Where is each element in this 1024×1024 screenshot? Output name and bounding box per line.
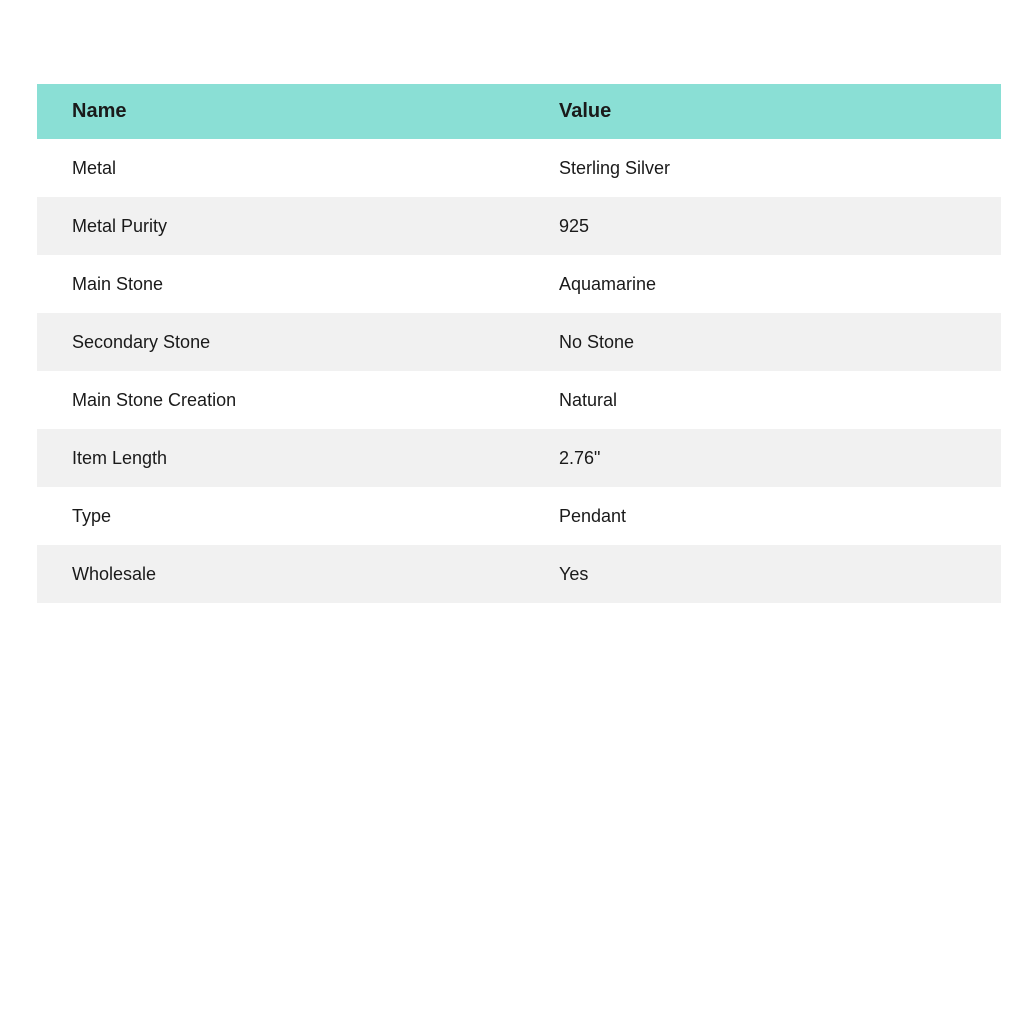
cell-value: 925 [524, 197, 1001, 255]
cell-name: Metal [37, 139, 524, 197]
cell-value: Natural [524, 371, 1001, 429]
cell-value: Pendant [524, 487, 1001, 545]
cell-value: Sterling Silver [524, 139, 1001, 197]
cell-name: Item Length [37, 429, 524, 487]
table-row [37, 197, 1001, 255]
specification-table [37, 84, 1001, 603]
cell-name: Metal Purity [37, 197, 524, 255]
cell-name: Main Stone [37, 255, 524, 313]
cell-value: 2.76" [524, 429, 1001, 487]
cell-name: Wholesale [37, 545, 524, 603]
cell-value: No Stone [524, 313, 1001, 371]
cell-value: Aquamarine [524, 255, 1001, 313]
cell-name: Main Stone Creation [37, 371, 524, 429]
table-row [37, 429, 1001, 487]
cell-value: Yes [524, 545, 1001, 603]
table-body [37, 139, 1001, 603]
cell-name: Type [37, 487, 524, 545]
cell-name: Secondary Stone [37, 313, 524, 371]
table-row [37, 255, 1001, 313]
table-header-row [37, 84, 1001, 139]
column-header-value: Value [524, 84, 1001, 139]
column-header-name: Name [37, 84, 524, 139]
table-header [37, 84, 1001, 139]
table-row [37, 487, 1001, 545]
table-row [37, 313, 1001, 371]
table-row [37, 545, 1001, 603]
table-row [37, 371, 1001, 429]
table-row [37, 139, 1001, 197]
